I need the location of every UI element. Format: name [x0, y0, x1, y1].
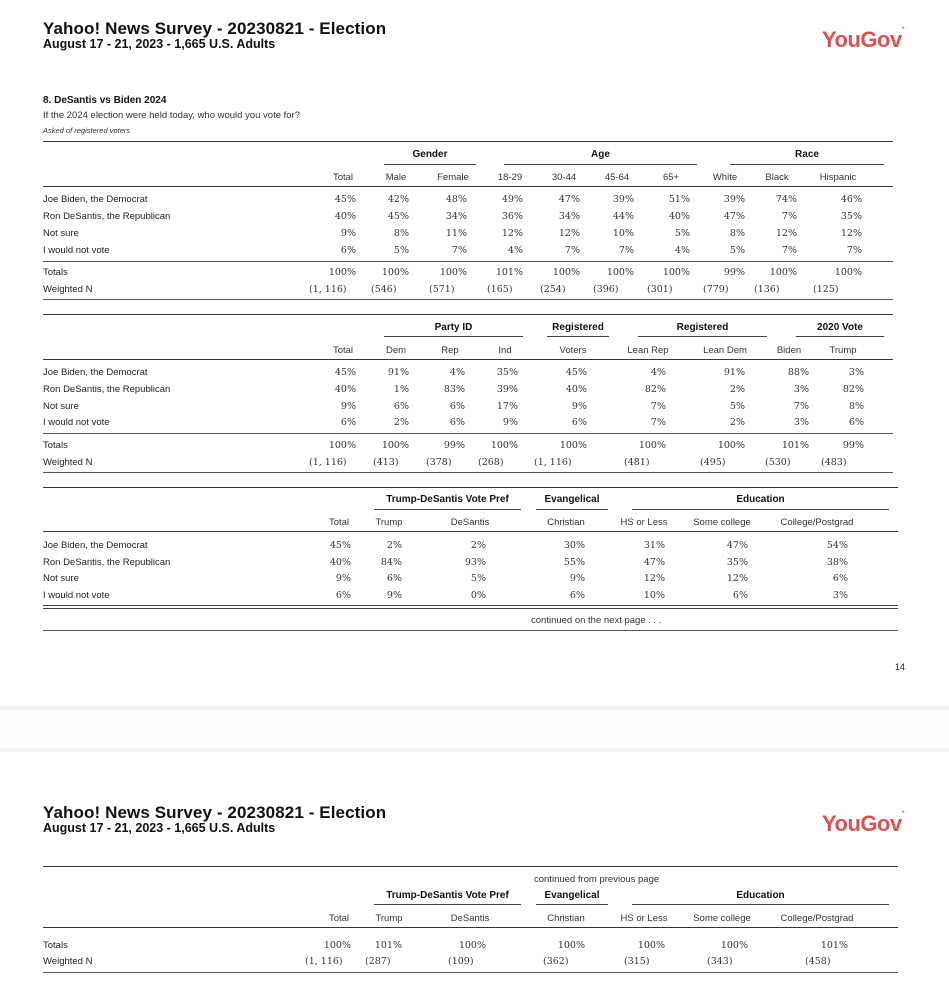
column-header: Hispanic [819, 172, 857, 183]
weighted-n-cell: (1, 116) [309, 457, 347, 468]
continued-from-note: continued from previous page [534, 874, 660, 885]
table-cell: 34% [558, 211, 580, 222]
table-cell: 6% [848, 417, 864, 428]
rule-line [374, 904, 521, 905]
table-cell: 48% [445, 194, 467, 205]
table-cell: 10% [643, 590, 665, 601]
weighted-n-cell: (315) [624, 956, 650, 967]
rule-line [374, 509, 521, 510]
table-cell: 2% [470, 540, 486, 551]
group-header: Race [795, 149, 819, 160]
weighted-n-label: Weighted N [43, 457, 93, 468]
column-header: Christian [547, 517, 585, 528]
totals-cell: 101% [374, 940, 402, 951]
table-cell: 82% [644, 384, 666, 395]
table-cell: 82% [842, 384, 864, 395]
table-cell: 45% [334, 194, 356, 205]
table-cell: 93% [464, 557, 486, 568]
rule-line [43, 141, 893, 142]
table-cell: 31% [643, 540, 665, 551]
table-cell: 84% [380, 557, 402, 568]
column-header: DeSantis [450, 517, 490, 528]
rule-line [43, 531, 898, 532]
question-title: 8. DeSantis vs Biden 2024 [43, 95, 167, 106]
table-cell: 35% [726, 557, 748, 568]
weighted-n-cell: (1, 116) [305, 956, 343, 967]
table-cell: 49% [501, 194, 523, 205]
table-cell: 45% [334, 367, 356, 378]
table-cell: 1% [393, 384, 409, 395]
table-cell: 12% [558, 228, 580, 239]
table-cell: 40% [668, 211, 690, 222]
totals-cell: 100% [328, 267, 356, 278]
table-cell: 5% [674, 228, 690, 239]
weighted-n-cell: (301) [647, 284, 673, 295]
totals-cell: 100% [323, 940, 351, 951]
table-cell: 2% [386, 540, 402, 551]
table-cell: 2% [729, 417, 745, 428]
table-cell: 6% [393, 401, 409, 412]
table-cell: 3% [793, 384, 809, 395]
table-cell: 35% [496, 367, 518, 378]
totals-cell: 100% [439, 267, 467, 278]
table-cell: 6% [569, 590, 585, 601]
rule-line [43, 261, 893, 262]
column-header: 45-64 [604, 172, 630, 183]
group-header: Trump-DeSantis Vote Pref [386, 890, 509, 901]
table-cell: 45% [565, 367, 587, 378]
table-cell: 6% [340, 245, 356, 256]
rule-line [638, 336, 767, 337]
row-label: Ron DeSantis, the Republican [43, 384, 171, 395]
table-cell: 7% [846, 245, 862, 256]
report-title-p2: Yahoo! News Survey - 20230821 - Election [43, 803, 387, 822]
column-header: Rep [441, 345, 459, 356]
totals-cell: 101% [820, 940, 848, 951]
question-note: Asked of registered voters [43, 126, 131, 135]
row-label: I would not vote [43, 417, 110, 428]
group-header: Trump-DeSantis Vote Pref [386, 494, 509, 505]
totals-cell: 100% [559, 440, 587, 451]
column-header: Christian [547, 913, 585, 924]
totals-cell: 100% [637, 940, 665, 951]
column-header: 18-29 [497, 172, 523, 183]
weighted-n-cell: (343) [707, 956, 733, 967]
rule-line [43, 433, 893, 434]
column-header: HS or Less [620, 913, 668, 924]
table-cell: 6% [340, 417, 356, 428]
table-cell: 12% [775, 228, 797, 239]
weighted-n-cell: (268) [478, 457, 504, 468]
table-cell: 91% [723, 367, 745, 378]
table-cell: 40% [334, 211, 356, 222]
logo-text: YouGov [822, 27, 902, 52]
rule-line [43, 487, 898, 488]
table-cell: 4% [449, 367, 465, 378]
report-subtitle: August 17 - 21, 2023 - 1,665 U.S. Adults [43, 37, 276, 51]
totals-cell: 99% [443, 440, 465, 451]
table-cell: 47% [643, 557, 665, 568]
rule-line [536, 904, 608, 905]
column-header: Total [328, 913, 350, 924]
group-header: Registered [676, 322, 729, 333]
rule-line [43, 472, 893, 473]
table-cell: 12% [840, 228, 862, 239]
question-text: If the 2024 election were held today, who would you vote for? [43, 110, 301, 121]
row-label: Not sure [43, 228, 79, 239]
totals-cell: 100% [381, 267, 409, 278]
rule-line [43, 299, 893, 300]
totals-cell: 100% [458, 940, 486, 951]
table-cell: 12% [726, 573, 748, 584]
group-header: Party ID [434, 322, 473, 333]
table-cell: 6% [386, 573, 402, 584]
column-header: Biden [776, 345, 802, 356]
column-header: Ind [498, 345, 512, 356]
weighted-n-cell: (1, 116) [534, 457, 572, 468]
table-cell: 54% [826, 540, 848, 551]
table-cell: 3% [848, 367, 864, 378]
table-cell: 8% [848, 401, 864, 412]
table-cell: 42% [387, 194, 409, 205]
column-header: Total [332, 345, 354, 356]
column-header: 65+ [662, 172, 680, 183]
table-cell: 5% [393, 245, 409, 256]
rule-line [43, 866, 898, 867]
table-cell: 83% [443, 384, 465, 395]
table-cell: 6% [832, 573, 848, 584]
table-cell: 5% [729, 245, 745, 256]
table-cell: 7% [650, 417, 666, 428]
table-cell: 45% [387, 211, 409, 222]
table-cell: 6% [335, 590, 351, 601]
table-cell: 7% [650, 401, 666, 412]
table-cell: 9% [340, 401, 356, 412]
weighted-n-cell: (254) [540, 284, 566, 295]
table-cell: 9% [569, 573, 585, 584]
page-number: 14 [895, 662, 906, 672]
table-cell: 47% [723, 211, 745, 222]
table-cell: 0% [470, 590, 486, 601]
table-cell: 6% [571, 417, 587, 428]
table-cell: 9% [335, 573, 351, 584]
totals-label: Totals [43, 940, 68, 951]
rule-line [43, 186, 893, 187]
table-cell: 4% [507, 245, 523, 256]
row-label: Not sure [43, 573, 79, 584]
table-cell: 12% [501, 228, 523, 239]
table-cell: 44% [612, 211, 634, 222]
table-cell: 40% [565, 384, 587, 395]
column-header: Trump [375, 913, 403, 924]
rule-line [43, 972, 898, 973]
column-header: Total [328, 517, 350, 528]
column-header: DeSantis [450, 913, 490, 924]
table-cell: 9% [502, 417, 518, 428]
column-header: Total [332, 172, 354, 183]
totals-cell: 100% [638, 440, 666, 451]
totals-cell: 100% [606, 267, 634, 278]
weighted-n-cell: (287) [365, 956, 391, 967]
table-cell: 7% [781, 245, 797, 256]
totals-cell: 100% [769, 267, 797, 278]
weighted-n-cell: (109) [448, 956, 474, 967]
table-cell: 4% [650, 367, 666, 378]
column-header: Male [385, 172, 407, 183]
row-label: Joe Biden, the Democrat [43, 367, 148, 378]
column-header: College/Postgrad [780, 517, 854, 528]
table-cell: 7% [781, 211, 797, 222]
row-label: I would not vote [43, 245, 110, 256]
column-header: Some college [693, 913, 751, 924]
table-cell: 39% [612, 194, 634, 205]
group-header: 2020 Vote [817, 322, 863, 333]
row-label: Ron DeSantis, the Republican [43, 557, 171, 568]
table-cell: 7% [618, 245, 634, 256]
table-cell: 38% [826, 557, 848, 568]
report-title: Yahoo! News Survey - 20230821 - Election [43, 19, 387, 38]
group-header: Evangelical [544, 890, 600, 901]
rule-line [43, 605, 898, 609]
weighted-n-cell: (779) [703, 284, 729, 295]
column-header: Trump [829, 345, 857, 356]
weighted-n-cell: (571) [429, 284, 455, 295]
row-label: Not sure [43, 401, 79, 412]
table-cell: 9% [571, 401, 587, 412]
table-cell: 45% [329, 540, 351, 551]
column-header: Lean Rep [627, 345, 669, 356]
weighted-n-cell: (530) [765, 457, 791, 468]
table-cell: 47% [726, 540, 748, 551]
table-cell: 7% [564, 245, 580, 256]
weighted-n-cell: (396) [593, 284, 619, 295]
table-cell: 9% [340, 228, 356, 239]
column-header: Voters [559, 345, 587, 356]
table-cell: 12% [643, 573, 665, 584]
row-label: Ron DeSantis, the Republican [43, 211, 171, 222]
totals-label: Totals [43, 267, 68, 278]
row-label: Joe Biden, the Democrat [43, 194, 148, 205]
table-cell: 7% [451, 245, 467, 256]
totals-cell: 100% [557, 940, 585, 951]
weighted-n-cell: (481) [624, 457, 650, 468]
totals-cell: 99% [723, 267, 745, 278]
table-cell: 55% [563, 557, 585, 568]
totals-cell: 99% [842, 440, 864, 451]
rule-line [632, 904, 889, 905]
table-cell: 39% [723, 194, 745, 205]
totals-cell: 101% [495, 267, 523, 278]
weighted-n-cell: (458) [805, 956, 831, 967]
table-cell: 46% [840, 194, 862, 205]
logo-text: YouGov [822, 811, 902, 836]
table-cell: 17% [496, 401, 518, 412]
group-header: Registered [552, 322, 604, 333]
totals-cell: 100% [834, 267, 862, 278]
weighted-n-cell: (413) [373, 457, 399, 468]
table-cell: 91% [387, 367, 409, 378]
rule-line [384, 336, 523, 337]
table-cell: 34% [445, 211, 467, 222]
column-header: College/Postgrad [780, 913, 854, 924]
totals-cell: 100% [381, 440, 409, 451]
table-cell: 5% [470, 573, 486, 584]
rule-line [43, 630, 898, 631]
table-cell: 7% [793, 401, 809, 412]
totals-cell: 100% [490, 440, 518, 451]
rule-line [43, 359, 893, 360]
table-cell: 35% [840, 211, 862, 222]
table-cell: 3% [832, 590, 848, 601]
weighted-n-cell: (378) [426, 457, 452, 468]
rule-line [796, 336, 884, 337]
totals-cell: 100% [720, 940, 748, 951]
column-header: Dem [385, 345, 407, 356]
column-header: Some college [693, 517, 751, 528]
weighted-n-cell: (483) [821, 457, 847, 468]
weighted-n-cell: (165) [487, 284, 513, 295]
table-cell: 40% [329, 557, 351, 568]
group-header: Education [736, 494, 785, 505]
table-cell: 39% [496, 384, 518, 395]
table-cell: 4% [674, 245, 690, 256]
group-header: Evangelical [544, 494, 600, 505]
rule-line [43, 927, 898, 928]
table-cell: 6% [732, 590, 748, 601]
report-subtitle-p2: August 17 - 21, 2023 - 1,665 U.S. Adults [43, 821, 276, 835]
table-cell: 10% [612, 228, 634, 239]
table-cell: 74% [775, 194, 797, 205]
weighted-n-cell: (125) [813, 284, 839, 295]
column-header: 30-44 [551, 172, 577, 183]
rule-line [504, 164, 697, 165]
table-cell: 9% [386, 590, 402, 601]
table-cell: 8% [393, 228, 409, 239]
table-cell: 30% [563, 540, 585, 551]
weighted-n-cell: (362) [543, 956, 569, 967]
column-header: White [712, 172, 738, 183]
page-separator [0, 706, 949, 752]
weighted-n-cell: (136) [754, 284, 780, 295]
yougov-logo-p2: YouGov* [822, 811, 904, 836]
group-header: Gender [412, 149, 448, 160]
rule-line [547, 336, 609, 337]
rule-line [536, 509, 608, 510]
column-header: Lean Dem [703, 345, 747, 356]
weighted-n-cell: (495) [700, 457, 726, 468]
totals-cell: 100% [552, 267, 580, 278]
table-cell: 36% [501, 211, 523, 222]
weighted-n-cell: (546) [371, 284, 397, 295]
table-cell: 40% [334, 384, 356, 395]
totals-cell: 100% [328, 440, 356, 451]
table-cell: 5% [729, 401, 745, 412]
table-cell: 6% [449, 417, 465, 428]
table-cell: 47% [558, 194, 580, 205]
row-label: Joe Biden, the Democrat [43, 540, 148, 551]
table-cell: 8% [729, 228, 745, 239]
column-header: Female [437, 172, 469, 183]
rule-line [730, 164, 884, 165]
table-cell: 2% [729, 384, 745, 395]
rule-line [384, 164, 476, 165]
page-15 [0, 752, 949, 1000]
table-cell: 51% [668, 194, 690, 205]
group-header: Education [736, 890, 785, 901]
table-cell: 88% [787, 367, 809, 378]
totals-cell: 100% [662, 267, 690, 278]
weighted-n-label: Weighted N [43, 284, 93, 295]
weighted-n-cell: (1, 116) [309, 284, 347, 295]
weighted-n-label: Weighted N [43, 956, 93, 967]
table-cell: 11% [445, 228, 467, 239]
rule-line [632, 509, 889, 510]
column-header: HS or Less [620, 517, 668, 528]
yougov-logo: YouGov* [822, 27, 904, 52]
column-header: Black [765, 172, 789, 183]
totals-cell: 101% [781, 440, 809, 451]
group-header: Age [591, 149, 610, 160]
table-cell: 6% [449, 401, 465, 412]
totals-cell: 100% [717, 440, 745, 451]
continued-note: continued on the next page . . . [531, 615, 662, 626]
column-header: Trump [375, 517, 403, 528]
rule-line [43, 314, 893, 315]
table-cell: 3% [793, 417, 809, 428]
table-cell: 2% [393, 417, 409, 428]
totals-label: Totals [43, 440, 68, 451]
row-label: I would not vote [43, 590, 110, 601]
